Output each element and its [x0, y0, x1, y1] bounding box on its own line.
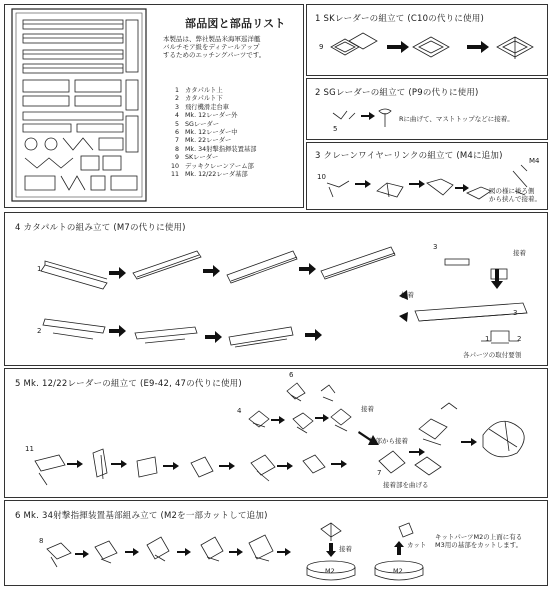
step-1-panel [306, 4, 548, 76]
step-title: 4 カタパルトの組み立て (M7の代りに使用) [15, 223, 186, 233]
drum-label: M2 [393, 567, 403, 575]
list-item: 7 Mk. 22レーダー [174, 137, 232, 145]
part-number-label: 1 [485, 335, 490, 343]
step-title: 5 Mk. 12/22レーダーの組立て (E9-42, 47の代りに使用) [15, 379, 242, 389]
part-number-label: 3 [513, 309, 518, 317]
parts-list [165, 87, 256, 179]
glue-label: 接着 [361, 405, 374, 413]
assembly-note: 後部から接着 [369, 437, 408, 445]
step-4-panel [4, 212, 548, 366]
list-item: 10 デッキクレーンアーム部 [170, 162, 254, 170]
list-item: 11 Mk. 12/22レーダ基部 [170, 171, 248, 179]
list-item: 3 飛行機滑走台車 [174, 103, 230, 111]
list-item: 8 Mk. 34射撃指揮装置基部 [174, 145, 257, 153]
assembly-note: 接着部を曲げる [383, 481, 429, 489]
list-item: 1 カタパルト上 [174, 87, 223, 94]
list-item: 2 カタパルト下 [174, 95, 223, 103]
list-item: 6 Mk. 12レーダー中 [174, 129, 238, 137]
intro-text [163, 35, 265, 59]
cut-label: カット [407, 541, 427, 549]
sg-radar-assembly-diagram [327, 103, 407, 133]
part-number-label: 5 [333, 125, 338, 133]
step-3-panel [306, 142, 548, 210]
part-number-label: 6 [289, 371, 294, 379]
intro-line: バルチモア級をディテールアップ [163, 43, 260, 51]
assembly-note: キットパーツM2の上面に有る M3用の基部をカットします。 [435, 533, 523, 549]
step-6-panel [4, 500, 548, 586]
drum-label: M2 [325, 567, 335, 575]
part-number-label: 7 [377, 469, 382, 477]
part-number-label: 10 [317, 173, 326, 181]
photo-etch-fret-drawing [11, 8, 153, 204]
intro-line: するためのエッチングパーツです。 [163, 51, 266, 59]
part-number-label: M4 [529, 157, 540, 165]
sk-radar-assembly-diagram [321, 29, 546, 69]
step-title: 3 クレーンワイヤーリンクの組立て (M4に追加) [315, 151, 503, 161]
part-number-label: 3 [433, 243, 438, 251]
glue-label: 接着 [401, 291, 414, 299]
list-item: 4 Mk. 12レーダー外 [174, 112, 238, 120]
step-2-panel [306, 78, 548, 140]
list-item: 5 SGレーダー [174, 120, 220, 128]
catapult-assembly-diagram [5, 225, 545, 365]
part-number-label: 8 [39, 537, 44, 545]
part-number-label: 1 [37, 265, 42, 273]
list-item: 9 SKレーダー [174, 154, 219, 162]
instruction-sheet [4, 4, 546, 584]
part-number-label: 4 [237, 407, 242, 415]
mk12-22-radar-assembly-diagram [5, 369, 545, 495]
parts-list-panel [4, 4, 304, 208]
assembly-note: Rに曲げて、マストトップなどに接着。 [399, 115, 514, 123]
step-title: 2 SGレーダーの組立て (P9の代りに使用) [315, 88, 479, 98]
step-title: 6 Mk. 34射撃指揮装置基部組み立て (M2を一部カットして追加) [15, 511, 268, 521]
part-number-label: 2 [517, 335, 522, 343]
part-number-label: 2 [37, 327, 42, 335]
glue-label: 接着 [339, 545, 352, 553]
part-number-label: 11 [25, 445, 34, 453]
assembly-note: 各パーツの取付要領 [463, 351, 522, 359]
assembly-note: 図の様に後ろ側 から挟んで接着。 [489, 187, 541, 203]
intro-line: 本製品は、弊社製品米海軍巡洋艦 [163, 35, 261, 43]
part-number-label: 9 [319, 43, 324, 51]
step-5-panel [4, 368, 548, 498]
step-title: 1 SKレーダーの組立て (C10の代りに使用) [315, 14, 484, 24]
glue-label: 接着 [513, 249, 526, 257]
parts-list-heading: 部品図と部品リスト [185, 17, 286, 30]
